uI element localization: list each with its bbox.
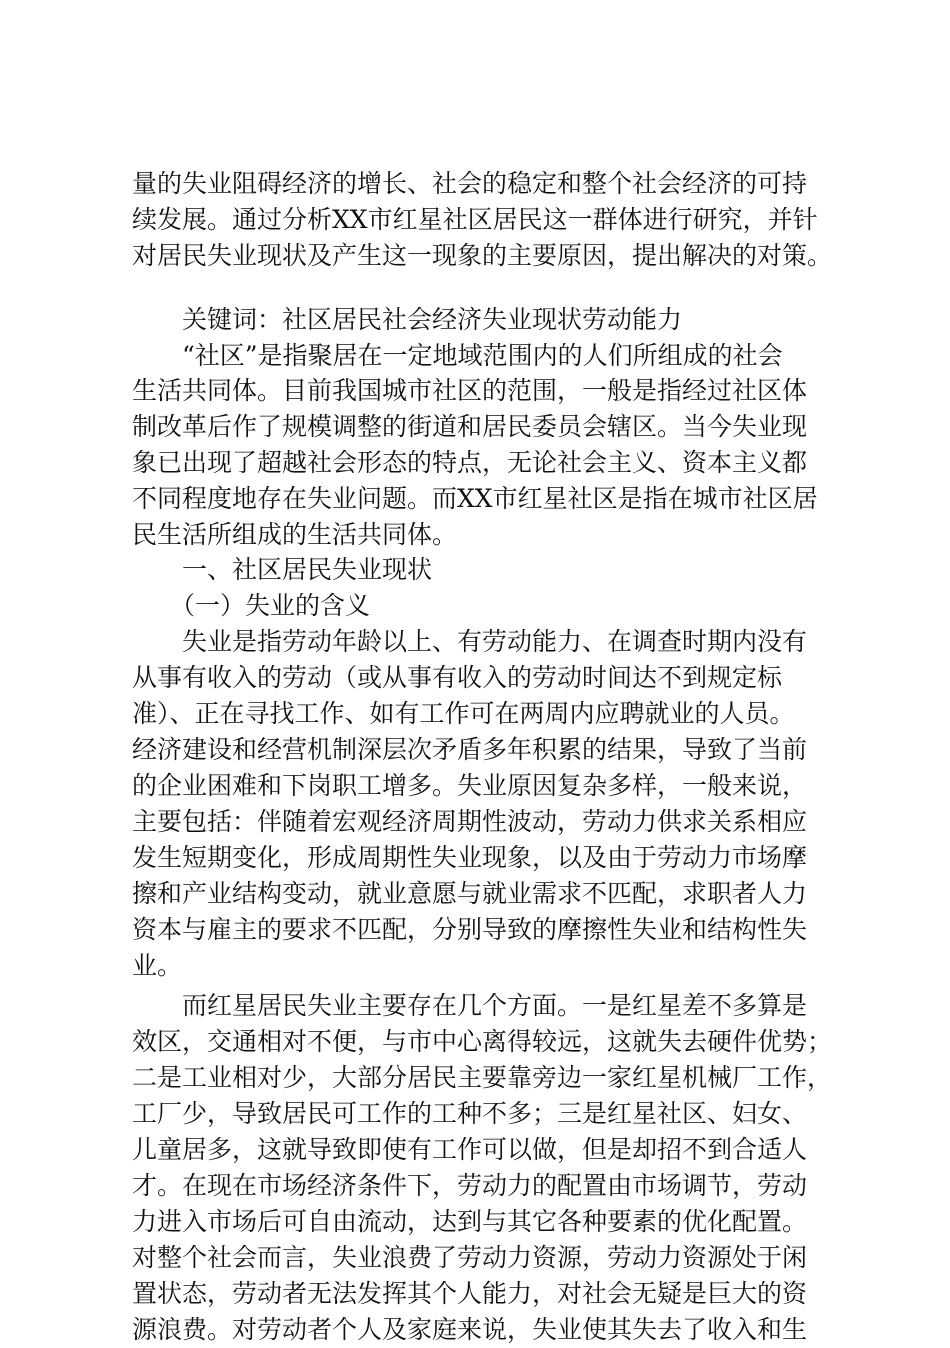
body-line: 擦和产业结构变动，就业意愿与就业需求不匹配，求职者人力 — [132, 879, 808, 908]
body-line: 儿童居多，这就导致即使有工作可以做，但是却招不到合适人 — [132, 1135, 808, 1164]
body-line: 资本与雇主的要求不匹配，分别导致的摩擦性失业和结构性失 — [132, 915, 808, 944]
body-line: 效区，交通相对不便，与市中心离得较远，这就失去硬件优势； — [132, 1027, 833, 1056]
body-line: 量的失业阻碍经济的增长、社会的稳定和整个社会经济的可持 — [132, 169, 808, 198]
body-line: 生活共同体。目前我国城市社区的范围，一般是指经过社区体 — [132, 376, 808, 405]
body-line: 对居民失业现状及产生这一现象的主要原因，提出解决的对策。 — [132, 241, 833, 270]
body-line: 源浪费。对劳动者个人及家庭来说，失业使其失去了收入和生 — [132, 1315, 808, 1344]
body-line: 主要包括：伴随着宏观经济周期性波动，劳动力供求关系相应 — [132, 807, 808, 836]
body-line: 置状态，劳动者无法发挥其个人能力，对社会无疑是巨大的资 — [132, 1279, 808, 1308]
body-line: 发生短期变化，形成周期性失业现象，以及由于劳动力市场摩 — [132, 843, 808, 872]
body-line: 民生活所组成的生活共同体。 — [132, 520, 458, 549]
body-line: 而红星居民失业主要存在几个方面。一是红星差不多算是 — [182, 991, 808, 1020]
body-line: 力进入市场后可自由流动，达到与其它各种要素的优化配置。 — [132, 1207, 808, 1236]
body-line: 业。 — [132, 951, 183, 980]
body-line: 的企业困难和下岗职工增多。失业原因复杂多样，一般来说， — [132, 771, 808, 800]
body-line: 制改革后作了规模调整的街道和居民委员会辖区。当今失业现 — [132, 412, 808, 441]
body-line: 不同程度地存在失业问题。而XX市红星社区是指在城市社区居 — [132, 484, 818, 513]
section-heading: 一、社区居民失业现状 — [182, 555, 433, 584]
body-line: 象已出现了超越社会形态的特点，无论社会主义、资本主义都 — [132, 448, 808, 477]
body-line: 经济建设和经营机制深层次矛盾多年积累的结果，导致了当前 — [132, 735, 808, 764]
body-line: 从事有收入的劳动（或从事有收入的劳动时间达不到规定标 — [132, 663, 783, 692]
body-line: 才。在现在市场经济条件下，劳动力的配置由市场调节，劳动 — [132, 1171, 808, 1200]
body-line: 失业是指劳动年龄以上、有劳动能力、在调查时期内没有 — [182, 627, 808, 656]
body-line: 准）、正在寻找工作、如有工作可在两周内应聘就业的人员。 — [132, 699, 795, 728]
body-line: “社区”是指聚居在一定地域范围内的人们所组成的社会 — [182, 341, 783, 370]
body-line: 二是工业相对少，大部分居民主要靠旁边一家红星机械厂工作， — [132, 1063, 833, 1092]
body-line: 工厂少，导致居民可工作的工种不多；三是红星社区、妇女、 — [132, 1099, 808, 1128]
subsection-heading: （一）失业的含义 — [170, 591, 371, 620]
keywords-line: 关键词：社区居民社会经济失业现状劳动能力 — [182, 305, 683, 334]
body-line: 对整个社会而言，失业浪费了劳动力资源，劳动力资源处于闲 — [132, 1243, 808, 1272]
body-line: 续发展。通过分析XX市红星社区居民这一群体进行研究，并针 — [132, 205, 818, 234]
